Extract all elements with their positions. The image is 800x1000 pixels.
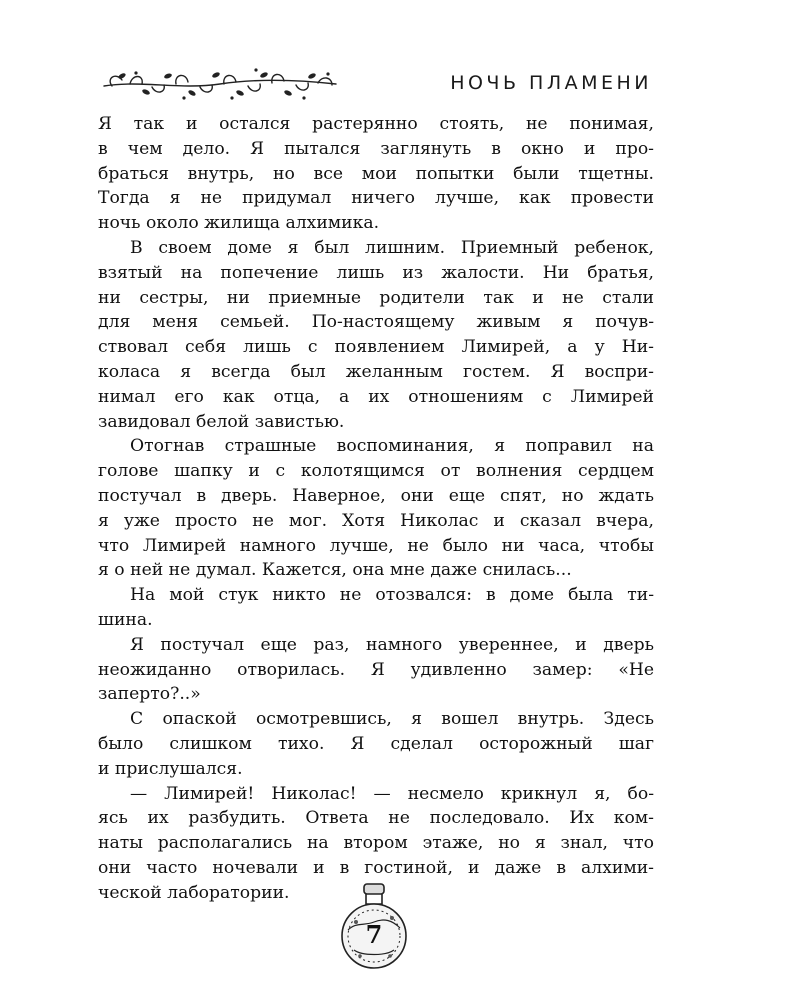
- text-line: — Лимирей! Николас! — несмело крикнул я, бо-: [130, 783, 654, 804]
- text-line: Тогда я не придумал ничего лучше, как провести: [98, 188, 654, 209]
- text-line: было слишком тихо. Я сделал осторожный шаг: [98, 733, 654, 754]
- text-line: браться внутрь, но все мои попытки были тщетны.: [98, 163, 654, 184]
- text-line: я уже просто не мог. Хотя Николас и сказал вчера,: [98, 510, 654, 531]
- text-line: для меня семьей. По-настоящему живым я почув-: [98, 312, 654, 333]
- text-line: ствовал себя лишь с появлением Лимирей, а у Ни-: [98, 337, 654, 358]
- text-line: взятый на попечение лишь из жалости. Ни братья,: [98, 262, 654, 283]
- text-line: Я так и остался растерянно стоять, не понимая,: [98, 114, 654, 134]
- text-line: ческой лаборатории.: [98, 882, 290, 903]
- text-line: и прислушался.: [98, 758, 243, 779]
- text-line: неожиданно отворилась. Я удивленно замер: «Не: [98, 659, 654, 680]
- text-line: завидовал белой завистью.: [98, 411, 345, 432]
- text-line: ни сестры, ни приемные родители так и не стали: [98, 287, 654, 308]
- text-line: В своем доме я был лишним. Приемный ребенок,: [130, 237, 654, 258]
- floral-vine-icon: [100, 62, 340, 106]
- text-line: На мой стук никто не отозвался: в доме была ти-: [130, 585, 654, 606]
- text-line: что Лимирей намного лучше, не было ни часа, чтобы: [98, 535, 654, 556]
- text-line: заперто?..»: [98, 684, 201, 705]
- text-line: голове шапку и с колотящимся от волнения сердцем: [98, 461, 654, 482]
- text-line: шина.: [98, 609, 153, 630]
- text-line: нимал его как отца, а их отношениям с Лимирей: [98, 386, 654, 407]
- text-line: Я постучал еще раз, намного увереннее, и дверь: [130, 634, 654, 655]
- text-line: ночь около жилища алхимика.: [98, 213, 380, 234]
- page-number: 7: [365, 920, 383, 949]
- text-line: коласа я всегда был желанным гостем. Я воспри-: [98, 361, 654, 382]
- running-title: НОЧЬ ПЛАМЕНИ: [450, 72, 652, 94]
- text-line: я о ней не думал. Кажется, она мне даже снилась...: [98, 560, 572, 581]
- text-line: наты располагались на втором этаже, но я знал, что: [98, 833, 654, 854]
- text-line: С опаской осмотревшись, я вошел внутрь. Здесь: [130, 709, 654, 730]
- folio: [334, 882, 414, 972]
- text-line: постучал в дверь. Наверное, они еще спят, но ждать: [98, 485, 654, 506]
- text-line: в чем дело. Я пытался заглянуть в окно и про-: [98, 138, 654, 159]
- body-text: [98, 112, 654, 906]
- text-line: Отогнав страшные воспоминания, я поправил на: [130, 436, 654, 457]
- text-line: они часто ночевали и в гостиной, и даже в алхими-: [98, 857, 654, 878]
- text-line: ясь их разбудить. Ответа не последовало. Их ком-: [98, 808, 654, 829]
